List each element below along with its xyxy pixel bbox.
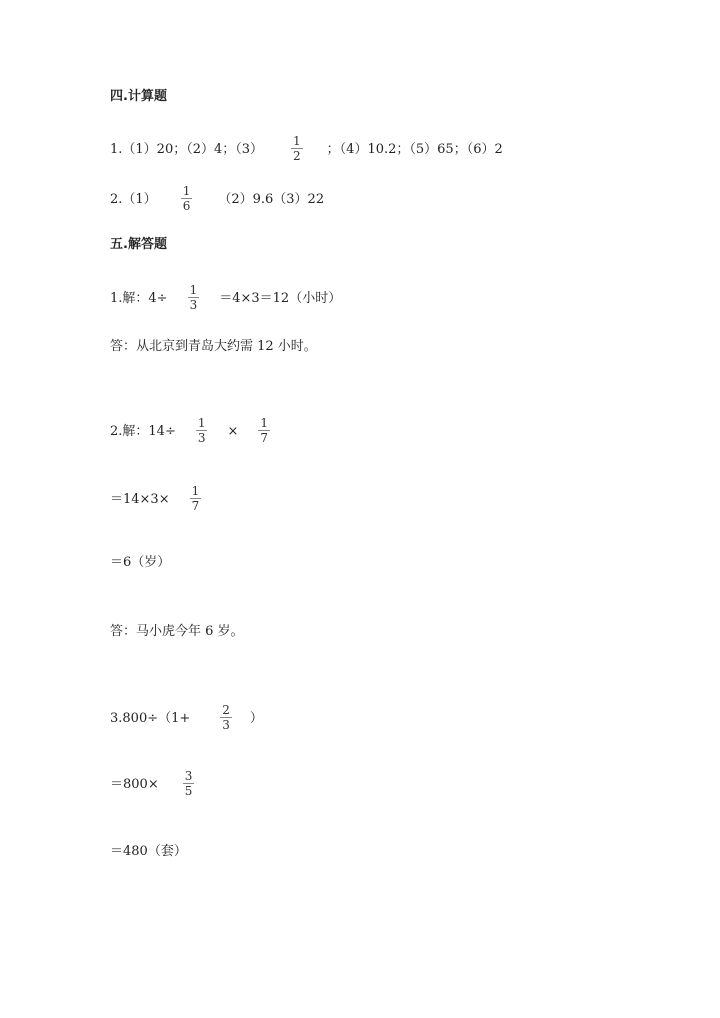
p2-fraction-2: [258, 417, 270, 444]
p2-times-sign: ×: [227, 424, 239, 439]
p3-fraction-2-numerator: 3: [184, 769, 193, 783]
p3-text-a: 3.800÷（1+: [110, 711, 191, 726]
p2-fraction-2-numerator: 1: [260, 416, 269, 430]
p1-text-a: 1.解：4÷: [110, 291, 168, 306]
q1-fraction-numerator: 1: [293, 134, 301, 148]
p1-answer: 答：从北京到青岛大约需 12 小时。: [110, 339, 317, 354]
p2-line-3: ＝6（岁）: [110, 555, 171, 570]
p3-line-2: [110, 771, 200, 798]
q2-fraction-numerator: 1: [182, 184, 191, 198]
p3-line-3: ＝480（套）: [110, 844, 187, 859]
q2-fraction-denominator: 6: [182, 199, 191, 213]
p2-line-1: [110, 418, 276, 445]
q1-fraction: [291, 135, 303, 162]
p1-fraction: [188, 284, 200, 311]
p3-fraction-1-numerator: 2: [222, 703, 230, 717]
section-4-q2: [110, 186, 324, 213]
q1-text-a: 1.（1）20；（2）4；（3）: [110, 142, 264, 157]
p2-fraction-1-numerator: 1: [197, 416, 206, 430]
p2-line-2-text: ＝14×3×: [110, 492, 170, 507]
q2-text-a: 2.（1）: [110, 192, 157, 207]
section-4-q1: [110, 136, 503, 163]
q1-fraction-denominator: 2: [293, 149, 301, 163]
p2-answer: 答：马小虎今年 6 岁。: [110, 624, 244, 639]
p2-text-a: 2.解：14÷: [110, 424, 176, 439]
q2-text-b: （2）9.6（3）22: [218, 192, 325, 207]
p2-fraction-1-denominator: 3: [197, 431, 206, 445]
q2-fraction: [181, 185, 193, 212]
p1-text-b: ＝4×3＝12（小时）: [219, 291, 342, 306]
section-4-title: 四.计算题: [110, 89, 167, 104]
q1-text-b: ；（4）10.2；（5）65；（6）2: [326, 142, 503, 157]
p3-fraction-1-denominator: 3: [222, 718, 230, 732]
section-5-title: 五.解答题: [110, 237, 167, 252]
p2-line-2: [110, 486, 207, 513]
p3-fraction-1: [220, 704, 232, 731]
p2-fraction-3-numerator: 1: [191, 484, 200, 498]
p3-line-2-text: ＝800×: [110, 777, 159, 792]
p3-fraction-2: [183, 770, 195, 797]
p1-fraction-numerator: 1: [189, 283, 198, 297]
p2-fraction-3: [190, 485, 202, 512]
p2-fraction-1: [196, 417, 208, 444]
p2-fraction-2-denominator: 7: [260, 431, 269, 445]
p2-fraction-3-denominator: 7: [191, 499, 200, 513]
p3-line-1: [110, 705, 263, 732]
p3-fraction-2-denominator: 5: [184, 784, 193, 798]
p3-text-b: ）: [249, 711, 263, 726]
p1-line-1: [110, 285, 341, 312]
p1-fraction-denominator: 3: [189, 298, 198, 312]
